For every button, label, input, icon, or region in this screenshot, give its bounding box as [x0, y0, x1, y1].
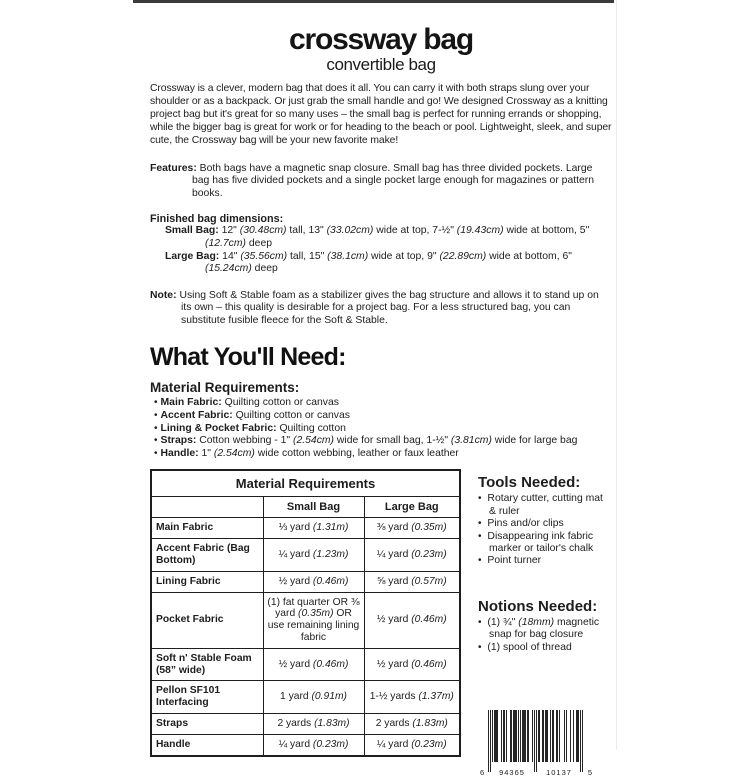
table-header-row — [151, 497, 460, 518]
row-label: Pocket Fabric — [151, 592, 263, 648]
material-item: • Main Fabric: Quilting cotton or canvas — [154, 397, 339, 409]
barcode — [480, 710, 592, 778]
note-block — [150, 290, 612, 328]
bullet-icon: • — [154, 410, 158, 422]
bullet-icon: • — [478, 641, 482, 653]
small-bag-value: 2 yards (1.83m) — [263, 714, 364, 735]
small-bag-value: 1 yard (0.91m) — [263, 681, 364, 714]
bullet-icon: • — [478, 555, 482, 567]
row-label: Lining Fabric — [151, 571, 263, 592]
barcode-bars — [488, 710, 583, 774]
list-item: • Disappearing ink fabric marker or tailor's chalk — [478, 530, 594, 555]
row-label: Pellon SF101 Interfacing — [151, 681, 263, 714]
dimension-label: Small Bag: — [165, 225, 219, 237]
lower-columns — [150, 469, 612, 778]
list-item: • (1) spool of thread — [478, 641, 572, 653]
bullet-icon: • — [154, 435, 158, 447]
large-bag-value: ½ yard (0.46m) — [364, 648, 460, 681]
dimension-item: Large Bag: 14" (35.56cm) tall, 15" (38.1cm) wide at top, 9" (22.89cm) wide at bottom, 6" (15.24cm) deep — [165, 250, 572, 275]
features-block — [150, 163, 612, 201]
barcode-group-left: 94365 — [499, 768, 525, 778]
material-item: • Lining & Pocket Fabric: Quilting cotton — [154, 422, 346, 434]
bullet-icon: • — [154, 422, 158, 434]
large-bag-value: 2 yards (1.83m) — [364, 714, 460, 735]
tools-heading: Tools Needed: — [478, 474, 581, 492]
dimensions-section — [150, 213, 612, 275]
dimensions-heading: Finished bag dimensions: — [150, 213, 284, 226]
bullet-icon: • — [478, 493, 482, 505]
page-subtitle: convertible bag — [326, 55, 436, 74]
table-row — [151, 518, 460, 539]
small-bag-value: ¼ yard (1.23m) — [263, 539, 364, 572]
large-bag-value: ¼ yard (0.23m) — [364, 734, 460, 755]
row-label: Handle — [151, 734, 263, 755]
page-title: crossway bag — [288, 23, 474, 56]
table-title-row — [151, 470, 460, 497]
table-title: Material Requirements — [151, 470, 460, 497]
bullet-icon: • — [478, 518, 482, 530]
dimension-label: Large Bag: — [165, 250, 220, 262]
large-bag-value: ½ yard (0.46m) — [364, 592, 460, 648]
page-content — [150, 0, 612, 778]
features-label: Features: — [150, 162, 197, 174]
table-row — [151, 571, 460, 592]
material-item: • Accent Fabric: Quilting cotton or canvas — [154, 410, 350, 422]
materials-table — [150, 469, 461, 756]
bullet-icon: • — [478, 530, 482, 542]
what-youll-need-heading: What You'll Need: — [150, 343, 346, 372]
notions-list — [478, 617, 606, 654]
list-item: • Point turner — [478, 555, 542, 567]
bullet-icon: • — [154, 447, 158, 459]
barcode-digit-last: 5 — [587, 768, 593, 778]
small-bag-value: ½ yard (0.46m) — [263, 648, 364, 681]
list-item: • Rotary cutter, cutting mat & ruler — [478, 493, 603, 517]
note-text: Using Soft & Stable foam as a stabilizer gives the bag structure and allows it to stand up on its own – this quality is desirable for a project bag. For a less structured bag, you can substitute fusible fleece for the Soft & Stable. — [179, 289, 599, 326]
material-requirements-list — [150, 397, 612, 460]
table-row — [151, 648, 460, 681]
small-bag-value: ¼ yard (0.23m) — [263, 734, 364, 755]
barcode-digit-first: 6 — [480, 768, 485, 778]
note-label: Note: — [150, 289, 177, 301]
page-edge-line — [616, 0, 617, 750]
features-text: Both bags have a magnetic snap closure. Small bag has three divided pockets. Large bag has five divided pockets and a single pocket large enough for magazines or pattern books. — [192, 162, 595, 199]
table-row — [151, 681, 460, 714]
large-bag-value: 1-½ yards (1.37m) — [364, 681, 460, 714]
bullet-icon: • — [154, 397, 158, 409]
small-bag-value: (1) fat quarter OR ⅜ yard (0.35m) OR use remaining lining fabric — [263, 592, 364, 648]
tools-list — [478, 493, 606, 567]
small-bag-value: ½ yard (0.46m) — [263, 571, 364, 592]
title-block — [150, 24, 612, 74]
row-label: Accent Fabric (Bag Bottom) — [151, 539, 263, 572]
material-item: • Handle: 1" (2.54cm) wide cotton webbing, leather or faux leather — [154, 447, 459, 459]
dimension-item: Small Bag: 12" (30.48cm) tall, 13" (33.02cm) wide at top, 7-½" (19.43cm) wide at bottom, 5" (12.7cm) deep — [165, 225, 590, 249]
large-bag-value: ⅜ yard (0.35m) — [364, 518, 460, 539]
table-row — [151, 714, 460, 735]
list-item: • (1) ¾" (18mm) magnetic snap for bag closure — [478, 616, 600, 641]
row-label: Main Fabric — [151, 518, 263, 539]
row-label: Straps — [151, 714, 263, 735]
table-col-small-bag: Small Bag — [263, 497, 364, 518]
table-col-large-bag: Large Bag — [364, 497, 460, 518]
material-requirements-heading: Material Requirements: — [150, 380, 300, 396]
small-bag-value: ⅓ yard (1.31m) — [263, 518, 364, 539]
row-label: Soft n' Stable Foam (58” wide) — [151, 648, 263, 681]
table-col-blank — [151, 497, 263, 518]
table-row — [151, 592, 460, 648]
right-column — [478, 469, 606, 778]
notions-heading: Notions Needed: — [478, 597, 598, 615]
large-bag-value: ⅝ yard (0.57m) — [364, 571, 460, 592]
barcode-group-right: 10137 — [546, 768, 572, 778]
large-bag-value: ¼ yard (0.23m) — [364, 539, 460, 572]
list-item: • Pins and/or clips — [478, 518, 564, 530]
table-row — [151, 734, 460, 755]
intro-paragraph: Crossway is a clever, modern bag that does it all. You can carry it with both straps slung over your shoulder or as a backpack. Or just grab the small handle and go! We designed Crossway as a knitting project bag but it's great for so many uses – the small bag is perfect for running errands or shopping, while the bigger bag is great for work or for heading to the beach or pool. Lightweight, sleek, and super cute, the Crossway bag will be your new favorite make! — [150, 83, 612, 146]
bullet-icon: • — [478, 616, 482, 628]
material-item: • Straps: Cotton webbing - 1" (2.54cm) wide for small bag, 1-½" (3.81cm) wide for large bag — [154, 435, 578, 447]
dimensions-list — [150, 225, 612, 275]
table-row — [151, 539, 460, 572]
